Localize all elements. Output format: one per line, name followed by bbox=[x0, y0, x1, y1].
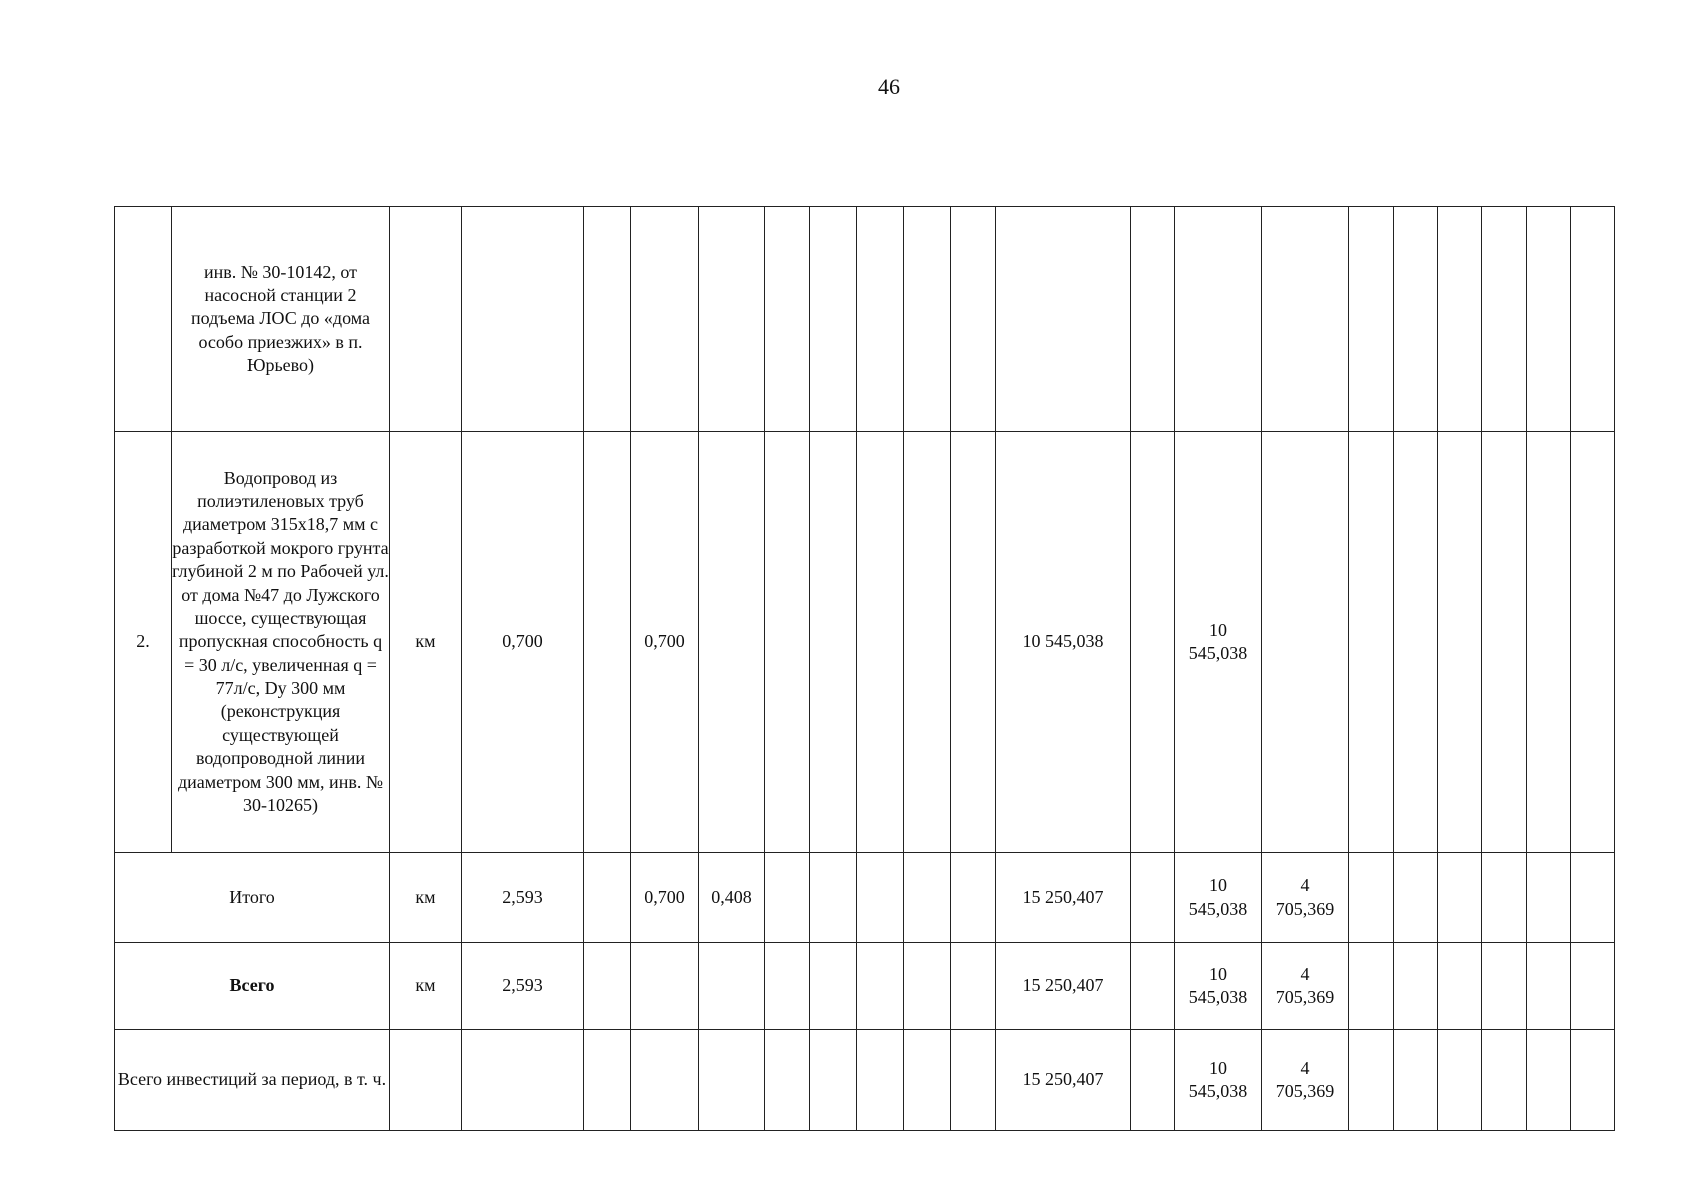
unit-cell: км bbox=[390, 432, 462, 853]
year-cost-cell bbox=[1175, 943, 1262, 1030]
total-label: Всего bbox=[115, 943, 390, 1030]
value-cell: 0,408 bbox=[699, 853, 765, 943]
unit-cell bbox=[390, 207, 462, 432]
year-cost-line: 10 bbox=[1209, 875, 1227, 896]
year-cost-cell bbox=[1175, 1030, 1262, 1131]
subtotal-label: Итого bbox=[115, 853, 390, 943]
year-cost-line: 545,038 bbox=[1188, 987, 1248, 1007]
year-cost-line: 705,369 bbox=[1275, 1081, 1335, 1101]
year-cost-line: 4 bbox=[1300, 875, 1310, 896]
table-row bbox=[115, 432, 1615, 853]
total-cost-cell bbox=[996, 207, 1131, 432]
length-cell: 0,700 bbox=[462, 432, 584, 853]
year-cost-line: 545,038 bbox=[1188, 1081, 1248, 1101]
year-cost-cell bbox=[1262, 943, 1349, 1030]
year-cost-cell bbox=[1175, 853, 1262, 943]
year-cost-line: 4 bbox=[1300, 963, 1310, 984]
value-cell: 0,700 bbox=[631, 432, 699, 853]
investments-row bbox=[115, 1030, 1615, 1131]
unit-cell: км bbox=[390, 853, 462, 943]
length-cell bbox=[462, 207, 584, 432]
year-cost-cell bbox=[1262, 1030, 1349, 1131]
year-cost-line: 10 bbox=[1209, 1057, 1227, 1078]
row-number-cell bbox=[115, 207, 172, 432]
length-cell: 2,593 bbox=[462, 853, 584, 943]
table-row bbox=[115, 207, 1615, 432]
total-row bbox=[115, 943, 1615, 1030]
total-cost-cell: 15 250,407 bbox=[996, 1030, 1131, 1131]
length-cell: 2,593 bbox=[462, 943, 584, 1030]
year-cost-line: 705,369 bbox=[1275, 898, 1335, 919]
year-cost-line: 545,038 bbox=[1188, 898, 1248, 919]
object-name-cell: инв. № 30-10142, от насосной станции 2 подъема ЛОС до «дома особо приезжих» в п. Юрьево) bbox=[172, 207, 390, 432]
investment-table bbox=[114, 206, 1615, 1131]
page-number: 46 bbox=[878, 74, 900, 99]
subtotal-row bbox=[115, 853, 1615, 943]
year-cost-line: 705,369 bbox=[1275, 987, 1335, 1007]
year-cost-cell bbox=[1262, 853, 1349, 943]
total-cost-cell: 10 545,038 bbox=[996, 432, 1131, 853]
year-cost-line: 4 bbox=[1300, 1057, 1310, 1078]
investments-label: Всего инвестиций за период, в т. ч. bbox=[115, 1030, 390, 1131]
year-cost-cell bbox=[1175, 432, 1262, 853]
year-cost-line: 545,038 bbox=[1188, 643, 1248, 663]
year-cost-line: 10 bbox=[1209, 619, 1227, 640]
unit-cell: км bbox=[390, 943, 462, 1030]
total-cost-cell: 15 250,407 bbox=[996, 853, 1131, 943]
total-cost-cell: 15 250,407 bbox=[996, 943, 1131, 1030]
year-cost-line: 10 bbox=[1209, 963, 1227, 984]
value-cell: 0,700 bbox=[631, 853, 699, 943]
object-name-cell: Водопровод из полиэтиленовых труб диаметром 315х18,7 мм с разработкой мокрого грунта глубиной 2 м по Рабочей ул. от дома №47 до Лужского шоссе, существующая пропускная способность q = 30 л/с, увеличенная q = 77л/с, Dу 300 мм (реконструкция существующей водопроводной линии диаметром 300 мм, инв. № 30-10265) bbox=[172, 432, 390, 853]
row-number-cell: 2. bbox=[115, 432, 172, 853]
